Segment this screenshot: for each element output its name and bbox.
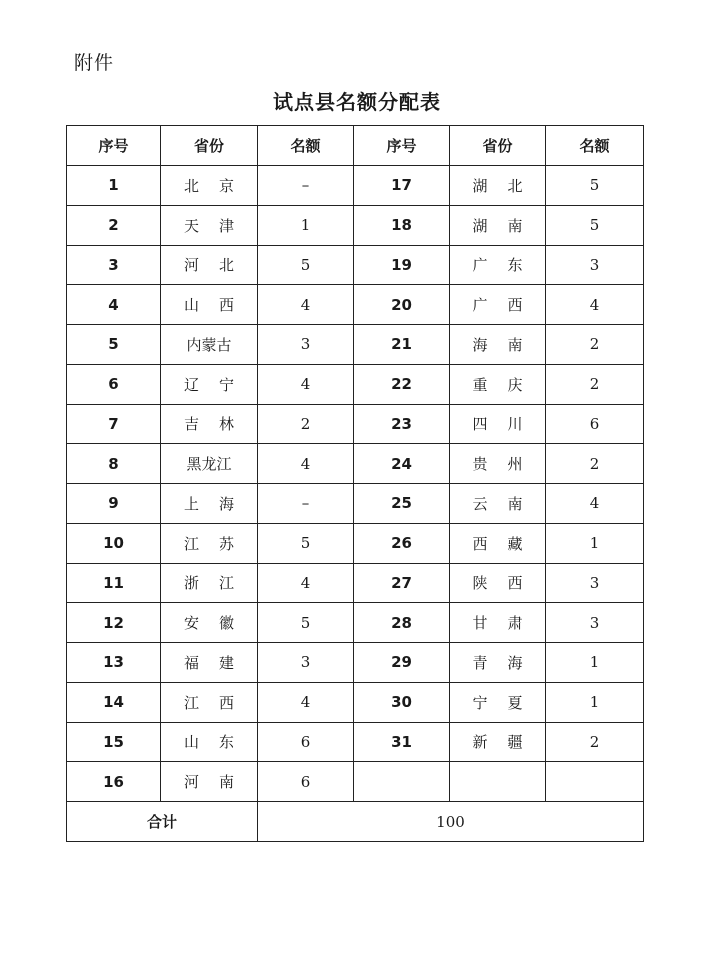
province-cell-left xyxy=(161,722,258,762)
seq-cell-left: 15 xyxy=(67,722,161,762)
table-row xyxy=(67,166,644,206)
province-name: 河北 xyxy=(184,256,234,275)
header-row xyxy=(67,126,644,166)
seq-cell-right: 30 xyxy=(354,682,450,722)
province-name: 辽宁 xyxy=(184,375,234,394)
table-row xyxy=(67,364,644,404)
quota-cell-right: 3 xyxy=(546,563,644,603)
province-cell-left xyxy=(161,762,258,802)
quota-cell-left: 6 xyxy=(258,722,354,762)
province-cell-left xyxy=(161,563,258,603)
seq-cell-right xyxy=(354,762,450,802)
province-name: 内蒙古 xyxy=(186,335,232,354)
header-seq-left: 序号 xyxy=(67,126,161,166)
province-name: 浙江 xyxy=(184,574,234,593)
quota-cell-right: 2 xyxy=(546,325,644,365)
province-cell-right xyxy=(450,364,546,404)
province-cell-left xyxy=(161,643,258,683)
province-name: 江苏 xyxy=(184,534,234,553)
quota-cell-right: 3 xyxy=(546,245,644,285)
table-row xyxy=(67,762,644,802)
province-name: 吉林 xyxy=(184,415,234,434)
quota-cell-left: 3 xyxy=(258,325,354,365)
seq-cell-right: 23 xyxy=(354,404,450,444)
province-name: 河南 xyxy=(184,773,234,792)
seq-cell-left: 3 xyxy=(67,245,161,285)
table-row xyxy=(67,523,644,563)
province-name: 青海 xyxy=(472,653,523,672)
province-name: 陕西 xyxy=(472,574,523,593)
quota-cell-right: 4 xyxy=(546,285,644,325)
province-cell-right xyxy=(450,285,546,325)
quota-cell-left: 4 xyxy=(258,444,354,484)
quota-cell-left: 4 xyxy=(258,364,354,404)
table-title: 试点县名额分配表 xyxy=(273,90,441,114)
province-cell-right xyxy=(450,205,546,245)
province-cell-right xyxy=(450,404,546,444)
province-cell-right xyxy=(450,523,546,563)
quota-cell-left: 5 xyxy=(258,245,354,285)
province-name: 天津 xyxy=(184,216,234,235)
total-value: 100 xyxy=(258,802,644,842)
seq-cell-left: 9 xyxy=(67,484,161,524)
province-name: 安徽 xyxy=(184,614,234,633)
seq-cell-right: 28 xyxy=(354,603,450,643)
seq-cell-right: 20 xyxy=(354,285,450,325)
province-name: 新疆 xyxy=(472,733,523,752)
quota-cell-left: 3 xyxy=(258,643,354,683)
province-name: 西藏 xyxy=(472,534,523,553)
province-cell-right xyxy=(450,444,546,484)
quota-cell-right: 1 xyxy=(546,682,644,722)
seq-cell-right: 29 xyxy=(354,643,450,683)
province-cell-left xyxy=(161,325,258,365)
province-cell-left xyxy=(161,364,258,404)
seq-cell-right: 26 xyxy=(354,523,450,563)
province-name: 云南 xyxy=(472,494,523,513)
seq-cell-left: 13 xyxy=(67,643,161,683)
table-row xyxy=(67,682,644,722)
province-name: 江西 xyxy=(184,693,234,712)
quota-cell-right: 2 xyxy=(546,722,644,762)
quota-cell-right xyxy=(546,762,644,802)
seq-cell-right: 18 xyxy=(354,205,450,245)
province-cell-right xyxy=(450,325,546,365)
table-row xyxy=(67,643,644,683)
table-row xyxy=(67,722,644,762)
province-cell-left xyxy=(161,404,258,444)
header-province-right: 省份 xyxy=(450,126,546,166)
quota-cell-right: 4 xyxy=(546,484,644,524)
province-name: 山东 xyxy=(184,733,234,752)
province-cell-left xyxy=(161,484,258,524)
header-quota-left: 名额 xyxy=(258,126,354,166)
quota-cell-right: 1 xyxy=(546,643,644,683)
seq-cell-left: 14 xyxy=(67,682,161,722)
total-row xyxy=(67,802,644,842)
quota-table xyxy=(66,125,644,842)
quota-cell-right: 2 xyxy=(546,364,644,404)
province-cell-right xyxy=(450,245,546,285)
province-cell-right xyxy=(450,563,546,603)
quota-cell-left: – xyxy=(258,166,354,206)
province-cell-left xyxy=(161,603,258,643)
seq-cell-left: 6 xyxy=(67,364,161,404)
seq-cell-left: 11 xyxy=(67,563,161,603)
header-seq-right: 序号 xyxy=(354,126,450,166)
province-name: 北京 xyxy=(184,176,234,195)
table-row xyxy=(67,444,644,484)
header-province-left: 省份 xyxy=(161,126,258,166)
table-row xyxy=(67,484,644,524)
province-cell-left xyxy=(161,245,258,285)
province-name: 海南 xyxy=(472,335,523,354)
quota-cell-left: 5 xyxy=(258,603,354,643)
quota-cell-right: 5 xyxy=(546,166,644,206)
province-cell-right xyxy=(450,166,546,206)
province-cell-right xyxy=(450,722,546,762)
province-cell-right xyxy=(450,643,546,683)
quota-cell-right: 3 xyxy=(546,603,644,643)
province-cell-right xyxy=(450,484,546,524)
quota-cell-right: 6 xyxy=(546,404,644,444)
province-cell-left xyxy=(161,205,258,245)
table-row xyxy=(67,563,644,603)
seq-cell-left: 7 xyxy=(67,404,161,444)
quota-cell-left: – xyxy=(258,484,354,524)
seq-cell-right: 31 xyxy=(354,722,450,762)
province-cell-left xyxy=(161,285,258,325)
table-row xyxy=(67,603,644,643)
province-name: 福建 xyxy=(184,653,234,672)
quota-cell-right: 1 xyxy=(546,523,644,563)
seq-cell-left: 2 xyxy=(67,205,161,245)
table-row xyxy=(67,205,644,245)
quota-cell-left: 2 xyxy=(258,404,354,444)
seq-cell-right: 24 xyxy=(354,444,450,484)
province-name: 黑龙江 xyxy=(186,455,232,474)
province-cell-left xyxy=(161,523,258,563)
seq-cell-right: 19 xyxy=(354,245,450,285)
province-name: 湖北 xyxy=(472,176,523,195)
province-name: 宁夏 xyxy=(472,693,523,712)
seq-cell-left: 1 xyxy=(67,166,161,206)
total-label: 合计 xyxy=(67,802,258,842)
quota-cell-left: 6 xyxy=(258,762,354,802)
province-cell-left xyxy=(161,166,258,206)
province-name: 贵州 xyxy=(472,455,523,474)
seq-cell-left: 4 xyxy=(67,285,161,325)
province-cell-left xyxy=(161,682,258,722)
table-row xyxy=(67,325,644,365)
province-name: 山西 xyxy=(184,296,234,315)
province-cell-right xyxy=(450,762,546,802)
seq-cell-right: 25 xyxy=(354,484,450,524)
province-name: 重庆 xyxy=(472,375,523,394)
province-name: 湖南 xyxy=(472,216,523,235)
seq-cell-right: 27 xyxy=(354,563,450,603)
province-name: 广西 xyxy=(472,296,523,315)
province-name: 四川 xyxy=(472,415,523,434)
quota-cell-left: 5 xyxy=(258,523,354,563)
quota-cell-left: 1 xyxy=(258,205,354,245)
province-cell-right xyxy=(450,682,546,722)
province-cell-left xyxy=(161,444,258,484)
province-name: 上海 xyxy=(184,494,234,513)
table-row xyxy=(67,404,644,444)
attachment-label: 附件 xyxy=(74,52,115,74)
seq-cell-right: 17 xyxy=(354,166,450,206)
header-quota-right: 名额 xyxy=(546,126,644,166)
province-name: 甘肃 xyxy=(472,614,523,633)
table-row xyxy=(67,245,644,285)
table-row xyxy=(67,285,644,325)
province-name: 广东 xyxy=(472,256,523,275)
seq-cell-left: 8 xyxy=(67,444,161,484)
seq-cell-left: 12 xyxy=(67,603,161,643)
province-cell-right xyxy=(450,603,546,643)
seq-cell-left: 5 xyxy=(67,325,161,365)
quota-cell-left: 4 xyxy=(258,563,354,603)
quota-cell-left: 4 xyxy=(258,285,354,325)
quota-cell-right: 5 xyxy=(546,205,644,245)
seq-cell-right: 22 xyxy=(354,364,450,404)
seq-cell-left: 10 xyxy=(67,523,161,563)
quota-cell-left: 4 xyxy=(258,682,354,722)
seq-cell-right: 21 xyxy=(354,325,450,365)
quota-cell-right: 2 xyxy=(546,444,644,484)
seq-cell-left: 16 xyxy=(67,762,161,802)
